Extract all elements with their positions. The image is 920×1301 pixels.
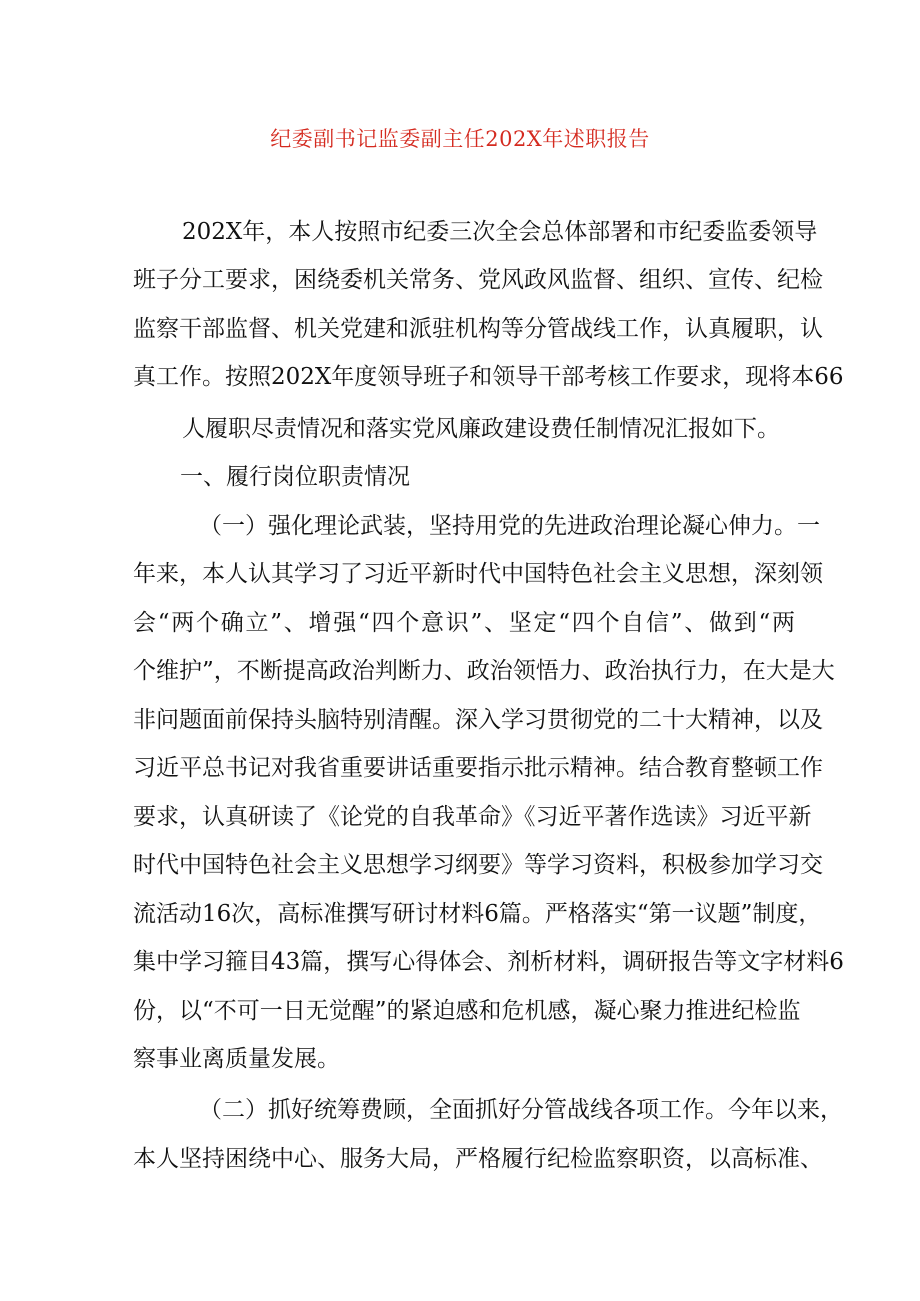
paragraph-line: 年来，本人认其学习了习近平新时代中国特色社会主义思想，深刻领 xyxy=(133,561,823,587)
paragraph-line: 会“两个确立”、增强“四个意识”、坚定“四个自信”、做到“两 xyxy=(133,610,795,636)
paragraph-line: （一）强化理论武装，坚持用党的先进政治理论凝心伸力。一 xyxy=(199,513,820,539)
paragraph-line: 察事业离质量发展。 xyxy=(133,1046,340,1072)
paragraph-line: 人履职尽责情况和落实党风廉政建设费任制情况汇报如下。 xyxy=(182,416,780,442)
paragraph-line: 时代中国特色社会主义思想学习纲要》等学习资料，积极参加学习交 xyxy=(133,852,823,878)
paragraph-line: 真工作。按照202X年度领导班子和领导干部考核工作要求，现将本66 xyxy=(133,364,844,390)
paragraph-line: 份，以“不可一日无觉醒”的紧迫感和危机感，凝心聚力推进纪检监 xyxy=(133,998,801,1024)
paragraph-line: （二）抓好统筹费顾，全面抓好分管战线各项工作。今年以来， xyxy=(199,1097,843,1123)
paragraph-line: 要求，认真研读了《论党的自我革命》《习近平著作选读》习近平新 xyxy=(133,804,812,830)
paragraph-line: 流活动16次，高标准撰写研讨材料6篇。严格落实“第一议题”制度， xyxy=(133,901,822,927)
paragraph-line: 监察干部监督、机关党建和派驻机构等分管战线工作，认真履职，认 xyxy=(133,316,823,342)
section-heading: 一、履行岗位职责情况 xyxy=(180,464,410,490)
paragraph-line: 202X年，本人按照市纪委三次全会总体部署和市纪委监委领导 xyxy=(182,219,818,245)
paragraph-line: 本人坚持困绕中心、服务大局，严格履行纪检监察职资，以高标准、 xyxy=(133,1146,823,1172)
paragraph-line: 个维护”，不断提高政治判断力、政治领悟力、政治执行力，在大是大 xyxy=(133,658,835,684)
paragraph-line: 集中学习箍目43篇，撰写心得体会、剂析材料，调研报告等文字材料6 xyxy=(133,949,844,975)
document-title: 纪委副书记监委副主任202X年述职报告 xyxy=(270,127,650,151)
paragraph-line: 习近平总书记对我省重要讲话重要指示批示精神。结合教育整顿工作 xyxy=(133,755,823,781)
paragraph-line: 非问题面前保持头脑特别清醒。深入学习贯彻党的二十大精神，以及 xyxy=(133,707,823,733)
paragraph-line: 班子分工要求，困绕委机关常务、党风政风监督、组织、宣传、纪检 xyxy=(133,267,823,293)
